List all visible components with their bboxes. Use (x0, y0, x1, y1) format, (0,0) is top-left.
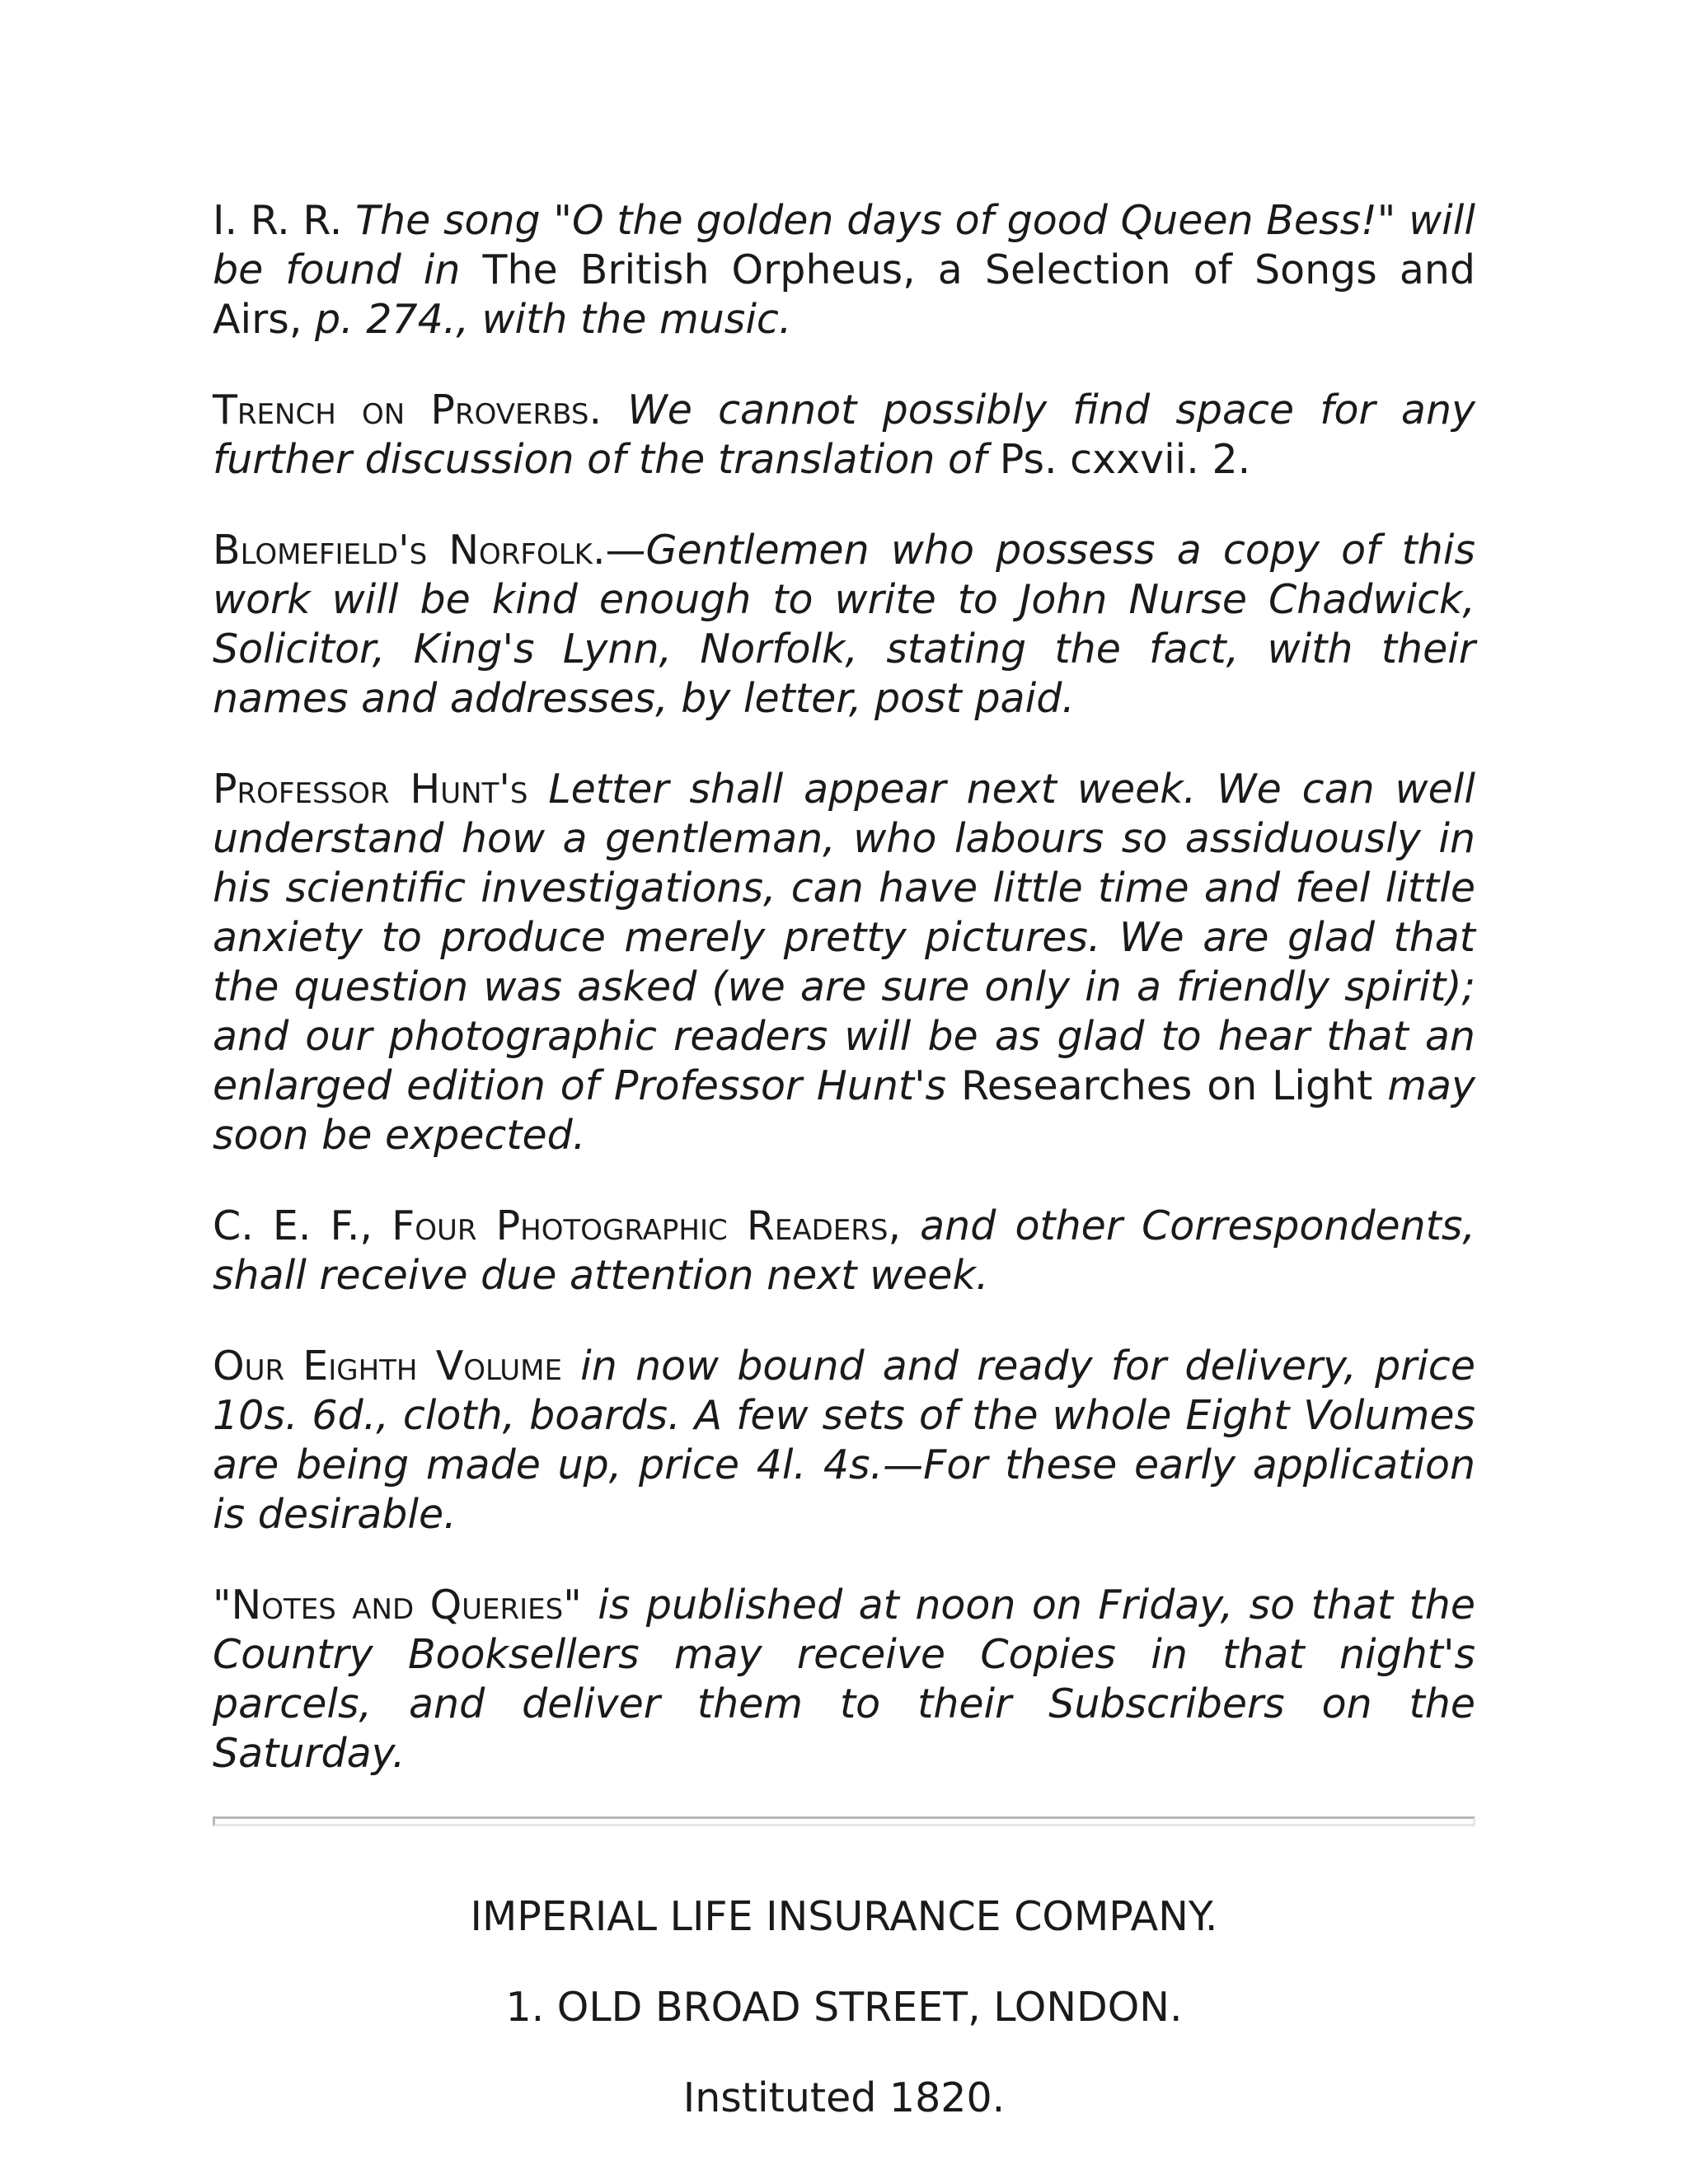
notice-text-segment: in now bound and ready for delivery, price 10s. 6d., cloth, boards. A few sets of the whole Eight Volumes are being made up, price 4l. 4s.—For these early application is desirable. (213, 1343, 1476, 1538)
notice-paragraph (213, 526, 1475, 724)
notice-text-segment: . (588, 387, 628, 434)
notice-text-segment: The song "O the golden days of good Queen Bess!" will be found in (213, 197, 1475, 293)
notice-text-segment: p. 274., with the music. (314, 296, 792, 343)
notice-text-segment: The British Orpheus, a Selection of Songs and Airs (213, 246, 1476, 343)
notice-text-segment: Our Eighth Volume (213, 1343, 562, 1390)
notice-text-segment: Professor Hunt's (213, 766, 528, 813)
notice-text-segment: Ps. cxxvii. 2. (999, 436, 1251, 483)
notice-text-segment: Trench on Proverbs (213, 387, 589, 434)
page-body (213, 196, 1475, 2123)
notice-text-segment: " (213, 1582, 232, 1629)
notice-text-segment: Blomefield's Norfolk (213, 527, 593, 574)
notice-paragraph (213, 196, 1475, 344)
notice-text-segment: C. E. F., (213, 1202, 392, 1249)
notice-text-segment: and other Correspondents, shall receive due attention next week. (213, 1202, 1475, 1299)
notice-paragraph (213, 1342, 1475, 1540)
notice-paragraph (213, 1581, 1475, 1779)
notice-text-segment: Four Photographic Readers (392, 1202, 889, 1249)
notices-to-correspondents (213, 196, 1475, 1779)
notice-text-segment: We cannot possibly find space for any further discussion of the translation of (213, 387, 1475, 483)
notice-text-segment: may soon be expected. (213, 1062, 1475, 1159)
notice-paragraph (213, 765, 1475, 1160)
notice-text-segment: Researches on Light (960, 1062, 1373, 1109)
advert-address: 1. OLD BROAD STREET, LONDON. (505, 1984, 1183, 2031)
notice-text-segment (562, 1343, 580, 1390)
notice-paragraph (213, 1202, 1475, 1301)
notice-paragraph (213, 386, 1475, 485)
notice-text-segment: , (888, 1202, 921, 1249)
advert-company-name: IMPERIAL LIFE INSURANCE COMPANY. (470, 1893, 1218, 1940)
notice-text-segment: Letter shall appear next week. We can well understand how a gentleman, who labours so assiduously in his scientific investigations, can have little time and feel little anxiety to produce merely pretty pictures. We are glad that the question was asked (we are sure only in a friendly spirit); and our photographic readers will be as glad to hear that an enlarged edition of Professor Hunt's (213, 766, 1475, 1109)
notice-text-segment: .— (592, 527, 646, 574)
notice-text-segment: is published at noon on Friday, so that the Country Booksellers may receive Copies in that night's parcels, and deliver them to their Subscribers on the Saturday. (213, 1582, 1475, 1777)
notice-text-segment: Notes and Queries (231, 1582, 564, 1629)
notice-text-segment: Gentlemen who possess a copy of this work will be kind enough to write to John Nurse Chadwick, Solicitor, King's Lynn, Norfolk, stating the fact, with their names and addresses, by letter, post paid. (213, 527, 1475, 722)
notice-text-segment: , (288, 296, 315, 343)
notice-text-segment (1372, 1062, 1387, 1109)
notice-text-segment (582, 1582, 598, 1629)
notice-text-segment (528, 766, 548, 813)
advert-instituted: Instituted 1820. (682, 2074, 1006, 2121)
horizontal-rule (213, 1816, 1475, 1826)
notice-text-segment: " (563, 1582, 582, 1629)
notice-text-segment: I. R. R. (213, 197, 356, 244)
